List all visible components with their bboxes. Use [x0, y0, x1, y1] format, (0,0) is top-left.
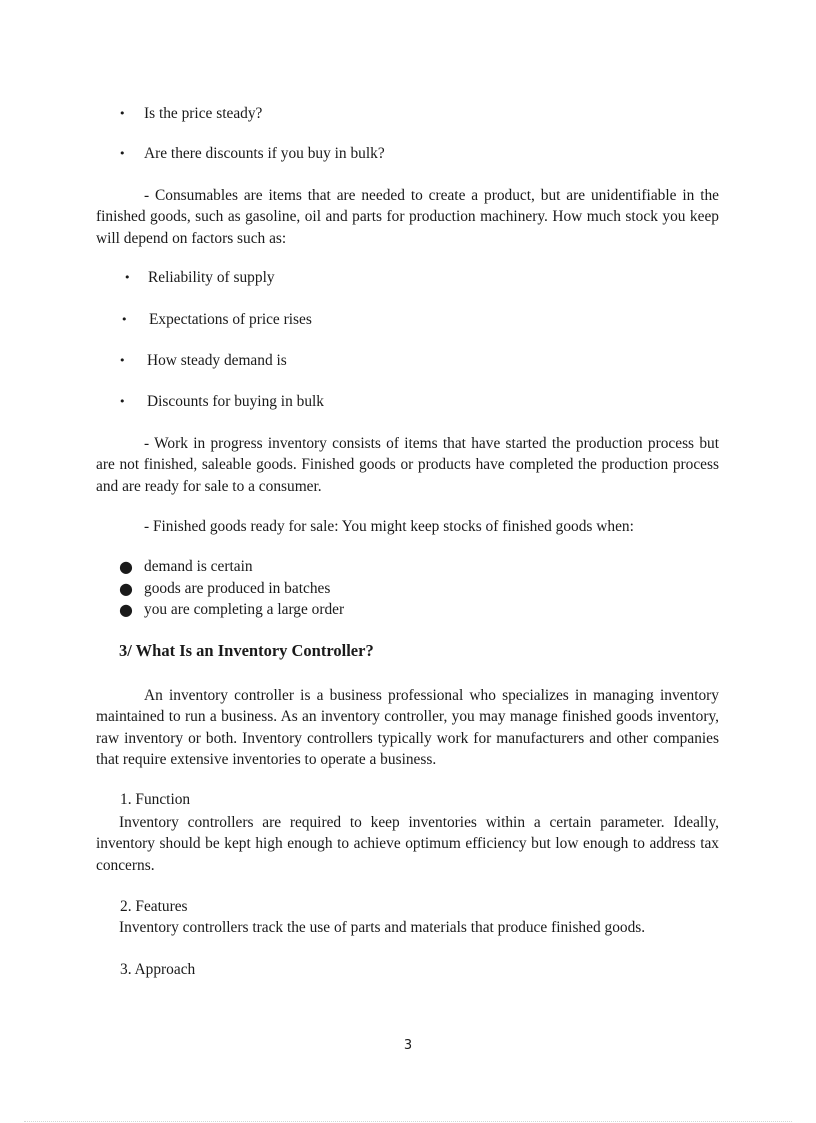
controller-text: An inventory controller is a business professional who specializes in managing inventory maintained to run a business. As an inventory controller, you may manage finished goods inventory, raw inventory or both. Inventory controllers typically work for manufacturers and other companies that require extensive inventories to operate a business.	[96, 687, 719, 769]
features-paragraph: Inventory controllers track the use of parts and materials that produce finished goods.	[119, 919, 646, 936]
controller-paragraph	[96, 685, 719, 771]
page-number: 3	[403, 1038, 413, 1053]
bullet-icon: ●	[119, 579, 133, 598]
bullet-icon: •	[124, 271, 131, 284]
bullet-icon: ●	[119, 600, 133, 619]
bullet-icon: •	[119, 147, 126, 160]
page-bottom-rule	[24, 1121, 792, 1122]
consumables-paragraph	[96, 185, 719, 249]
list-item-text: goods are produced in batches	[144, 580, 331, 597]
bullet-icon: •	[119, 354, 126, 367]
bullet-icon: ●	[119, 557, 133, 576]
list-item-text: Is the price steady?	[144, 105, 263, 122]
function-paragraph	[96, 812, 719, 876]
list-item-text: Are there discounts if you buy in bulk?	[144, 145, 385, 162]
list-item-text: Discounts for buying in bulk	[147, 393, 324, 410]
list-item-text: Expectations of price rises	[149, 311, 312, 328]
list-item-text: demand is certain	[144, 558, 253, 575]
consumables-text: - Consumables are items that are needed to create a product, but are unidentifiable in the finished goods, such as gasoline, oil and parts for production machinery. How much stock you keep will depend on factors such as:	[96, 187, 719, 247]
bullet-icon: •	[121, 313, 128, 326]
bullet-icon: •	[119, 107, 126, 120]
bullet-icon: •	[119, 395, 126, 408]
wip-paragraph	[96, 433, 719, 497]
numbered-item-label: 3. Approach	[120, 961, 196, 978]
wip-text: - Work in progress inventory consists of items that have started the production process but are not finished, saleable goods. Finished goods or products have completed the production process and are ready for sale to a consumer.	[96, 435, 719, 495]
list-item-text: How steady demand is	[147, 352, 287, 369]
section-heading: 3/ What Is an Inventory Controller?	[119, 641, 374, 660]
numbered-item-label: 1. Function	[120, 791, 191, 808]
finished-goods-line: - Finished goods ready for sale: You might keep stocks of finished goods when:	[144, 518, 634, 535]
numbered-item-label: 2. Features	[120, 898, 188, 915]
list-item-text: Reliability of supply	[148, 269, 275, 286]
function-text: Inventory controllers are required to keep inventories within a certain parameter. Ideally, inventory should be kept high enough to achieve optimum efficiency but low enough to address tax concerns.	[96, 814, 719, 874]
list-item-text: you are completing a large order	[144, 601, 345, 618]
